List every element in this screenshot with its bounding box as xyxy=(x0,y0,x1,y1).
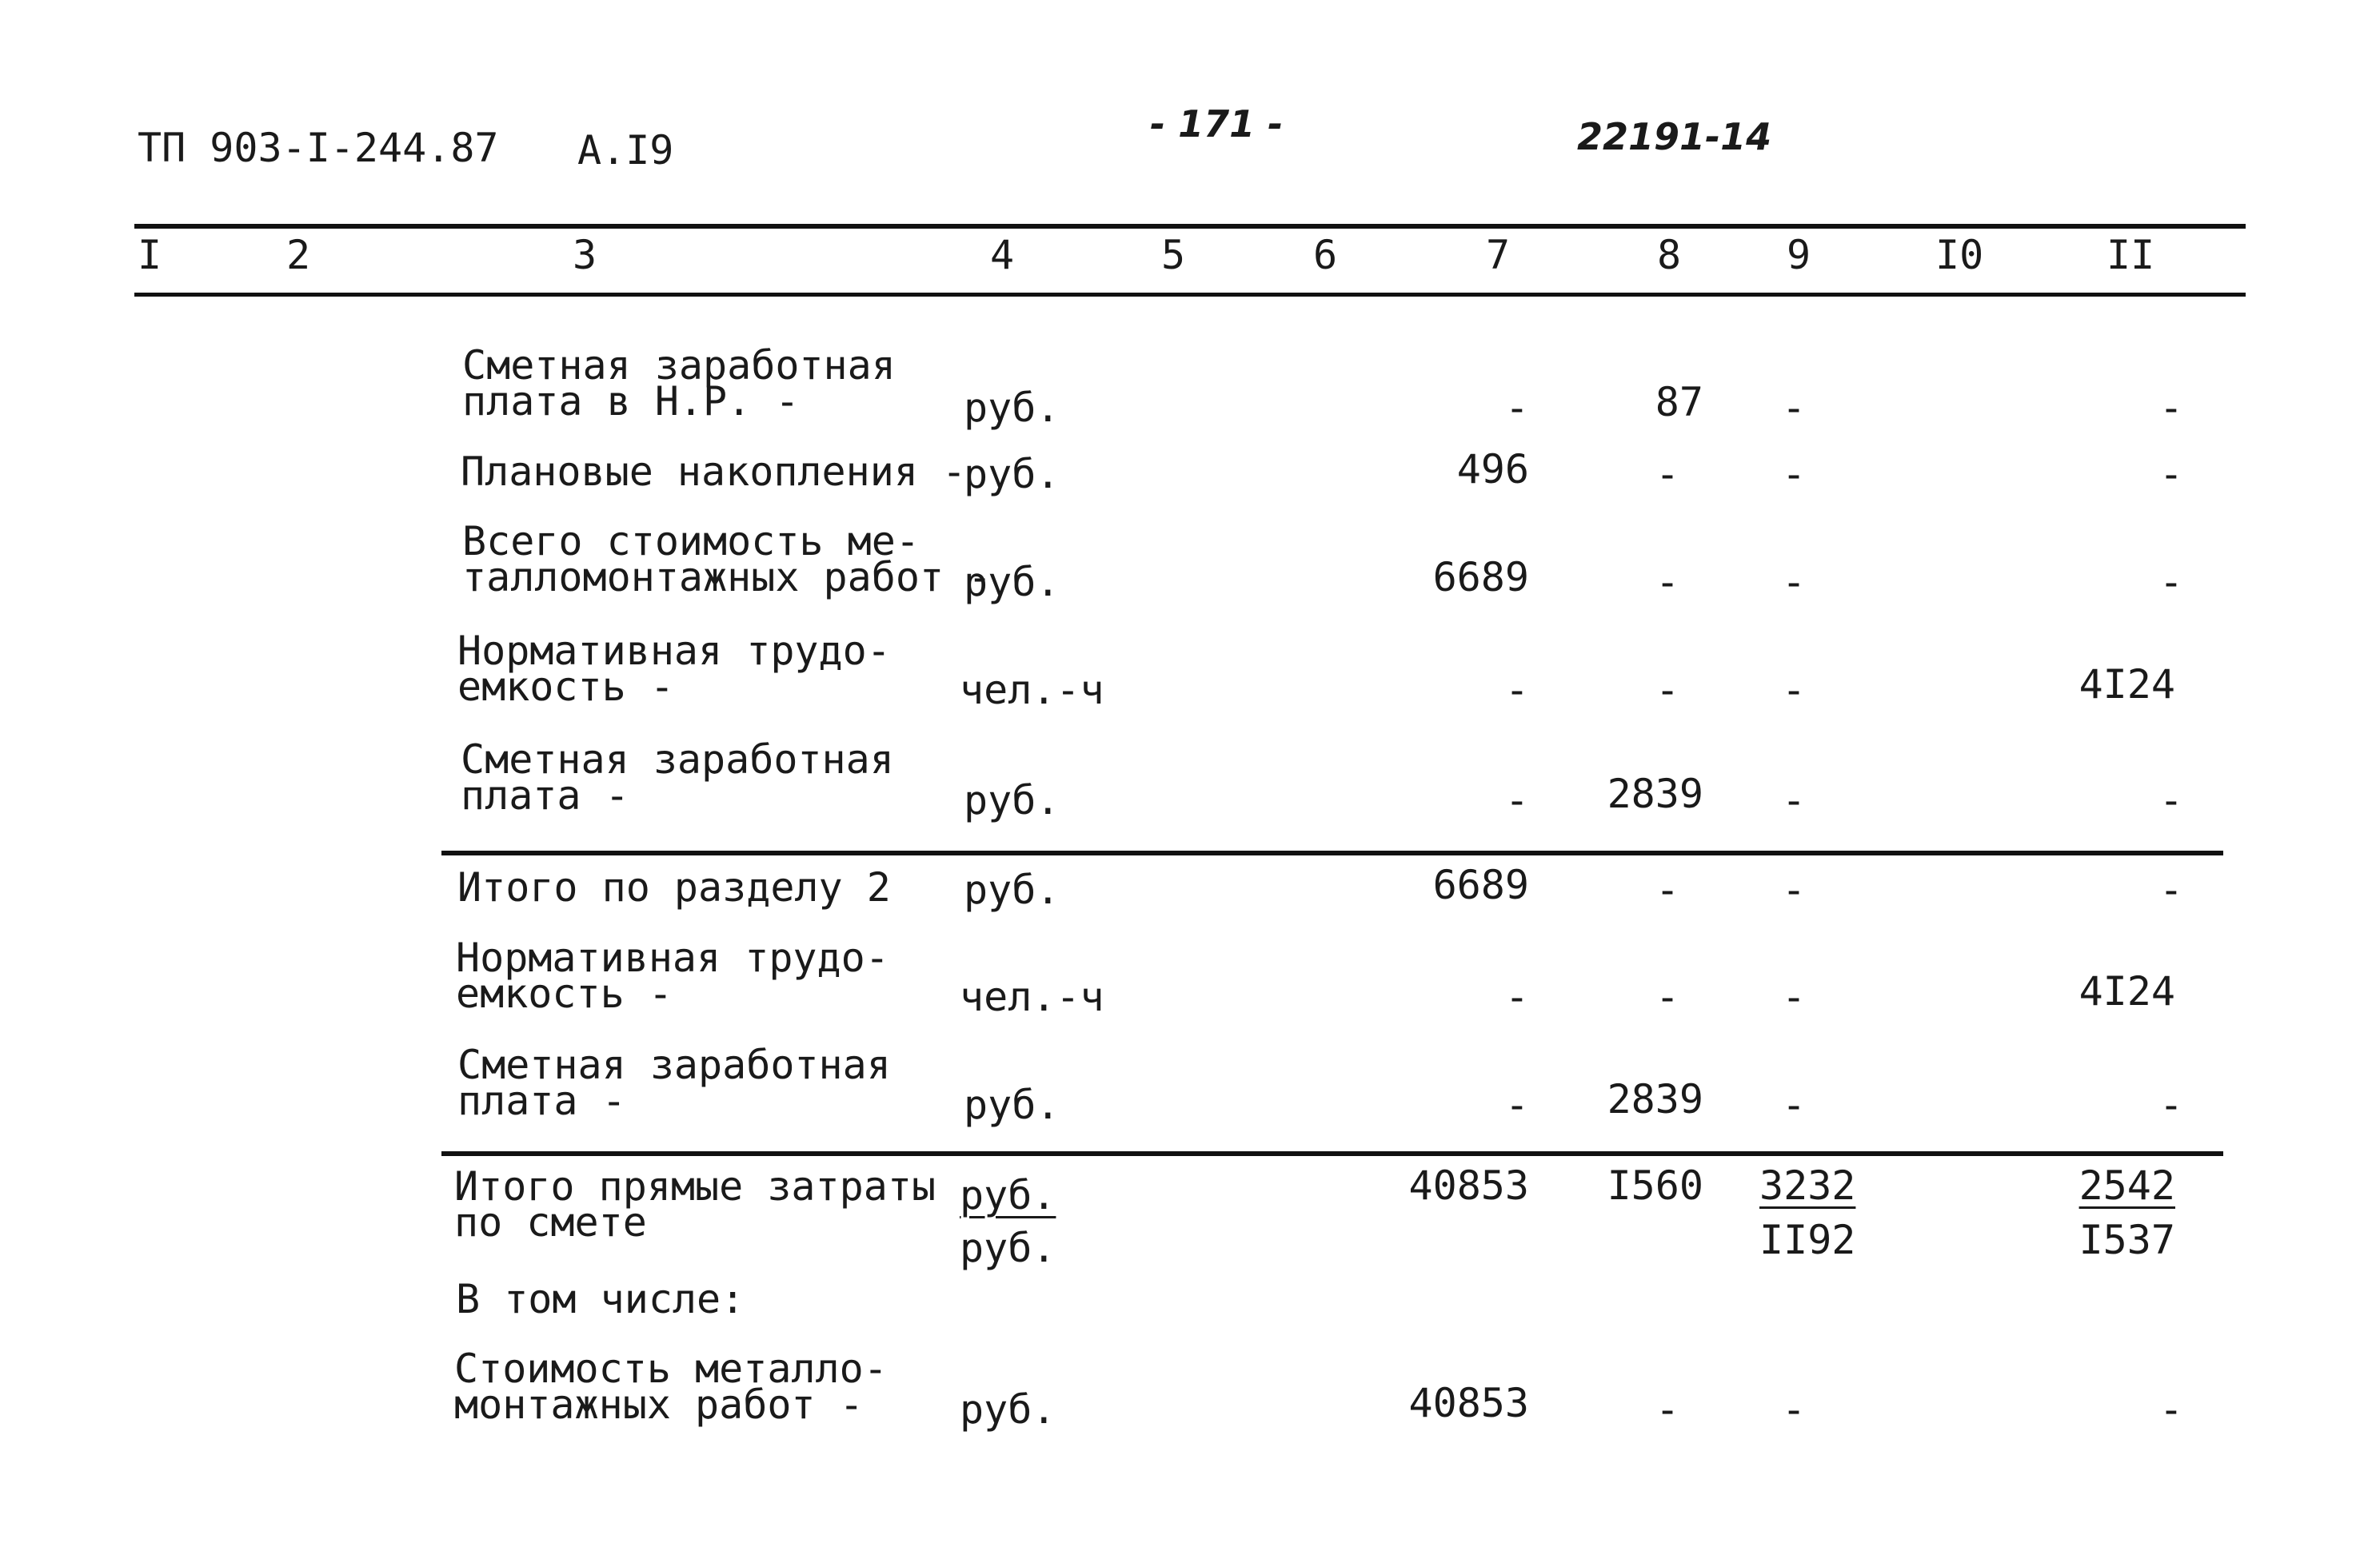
cell-col9: - xyxy=(1782,1082,1807,1128)
section-divider-rule xyxy=(441,851,2223,855)
totals-divider-rule xyxy=(441,1151,2223,1156)
cell-col11: - xyxy=(2158,1082,2183,1128)
sheet-number: А.I9 xyxy=(577,127,674,173)
cell-col11: - xyxy=(2158,867,2183,913)
column-number-1: I xyxy=(138,232,162,278)
cell-col8: 2839 xyxy=(1607,1076,1703,1122)
cell-col9: - xyxy=(1782,385,1807,431)
cell-col11: - xyxy=(2158,451,2183,497)
column-number-4: 4 xyxy=(990,232,1015,278)
cell-col7: 40853 xyxy=(1408,1380,1529,1426)
row-unit: руб. xyxy=(964,385,1060,431)
cell-col11: 4I24 xyxy=(2079,968,2175,1015)
row-unit: руб. xyxy=(960,1172,1056,1218)
row-unit: чел.-ч xyxy=(960,974,1104,1020)
cell-col7: - xyxy=(1504,667,1529,713)
cell-col9: - xyxy=(1782,451,1807,497)
row-unit: руб. xyxy=(964,559,1060,605)
cell-col11: - xyxy=(2158,385,2183,431)
cell-col7: - xyxy=(1504,385,1529,431)
cell-col11: - xyxy=(2158,777,2183,823)
cell-col7: - xyxy=(1504,1082,1529,1128)
cell-col11: 4I24 xyxy=(2079,661,2175,708)
row-unit: руб. xyxy=(964,451,1060,497)
header-top-rule xyxy=(134,224,2246,229)
row-label: Сметная заработная плата в Н.Р. - xyxy=(462,342,896,425)
cell-col8: - xyxy=(1655,451,1680,497)
row-unit: чел.-ч xyxy=(960,667,1104,713)
column-number-5: 5 xyxy=(1161,232,1186,278)
cell-col7: - xyxy=(1504,777,1529,823)
cell-col9-secondary: II92 xyxy=(1759,1217,1856,1263)
cell-col8: - xyxy=(1655,867,1680,913)
cell-col7: 6689 xyxy=(1432,554,1529,600)
column-number-3: 3 xyxy=(573,232,597,278)
row-unit: руб. xyxy=(964,777,1060,823)
cell-col8: - xyxy=(1655,974,1680,1020)
cell-col9: - xyxy=(1782,777,1807,823)
cell-col7: - xyxy=(1504,974,1529,1020)
page-number: - 171 - xyxy=(1150,102,1284,146)
header-bottom-rule xyxy=(134,293,2246,297)
cell-col9: 3232 xyxy=(1759,1162,1856,1209)
row-label: Нормативная трудо- емкость - xyxy=(456,935,889,1017)
cell-col9: - xyxy=(1782,867,1807,913)
row-label: В том числе: xyxy=(456,1276,745,1322)
archive-stamp-number: 22191-14 xyxy=(1577,115,1772,158)
row-label: Стоимость металло- монтажных работ - xyxy=(454,1346,888,1428)
column-number-9: 9 xyxy=(1787,232,1811,278)
row-label: Нормативная трудо- емкость - xyxy=(457,628,891,710)
column-number-6: 6 xyxy=(1313,232,1338,278)
row-label: Сметная заработная плата - xyxy=(461,736,894,819)
cell-col8: 87 xyxy=(1655,379,1703,425)
row-label: Итого прямые затраты по смете xyxy=(454,1163,936,1246)
column-number-8: 8 xyxy=(1657,232,1682,278)
column-number-10: I0 xyxy=(1935,232,1984,278)
cell-col8: I560 xyxy=(1607,1162,1703,1209)
row-unit: руб. xyxy=(964,1082,1060,1128)
column-number-11: II xyxy=(2106,232,2155,278)
cell-col11: 2542 xyxy=(2079,1162,2175,1209)
row-label: Всего стоимость ме- талломонтажных работ - xyxy=(462,518,992,600)
cell-col9: - xyxy=(1782,1386,1807,1433)
cell-col11-secondary: I537 xyxy=(2079,1217,2175,1263)
document-code: ТП 903-I-244.87 xyxy=(138,125,499,171)
row-unit-secondary: руб. xyxy=(960,1225,1056,1271)
cell-col7: 496 xyxy=(1456,446,1529,492)
cell-col9: - xyxy=(1782,974,1807,1020)
cell-col9: - xyxy=(1782,559,1807,605)
cell-col11: - xyxy=(2158,1386,2183,1433)
cell-col8: - xyxy=(1655,1386,1680,1433)
row-label: Плановые накопления - xyxy=(461,449,967,495)
cell-col9: - xyxy=(1782,667,1807,713)
row-unit: руб. xyxy=(964,867,1060,913)
cell-col7: 6689 xyxy=(1432,862,1529,908)
row-unit: руб. xyxy=(960,1386,1056,1433)
column-number-2: 2 xyxy=(286,232,311,278)
row-label: Сметная заработная плата - xyxy=(457,1042,891,1124)
cell-col8: 2839 xyxy=(1607,771,1703,817)
cell-col7: 40853 xyxy=(1408,1162,1529,1209)
cell-col11: - xyxy=(2158,559,2183,605)
column-number-7: 7 xyxy=(1486,232,1511,278)
cell-col8: - xyxy=(1655,559,1680,605)
cell-col8: - xyxy=(1655,667,1680,713)
row-label: Итого по разделу 2 xyxy=(457,864,891,911)
